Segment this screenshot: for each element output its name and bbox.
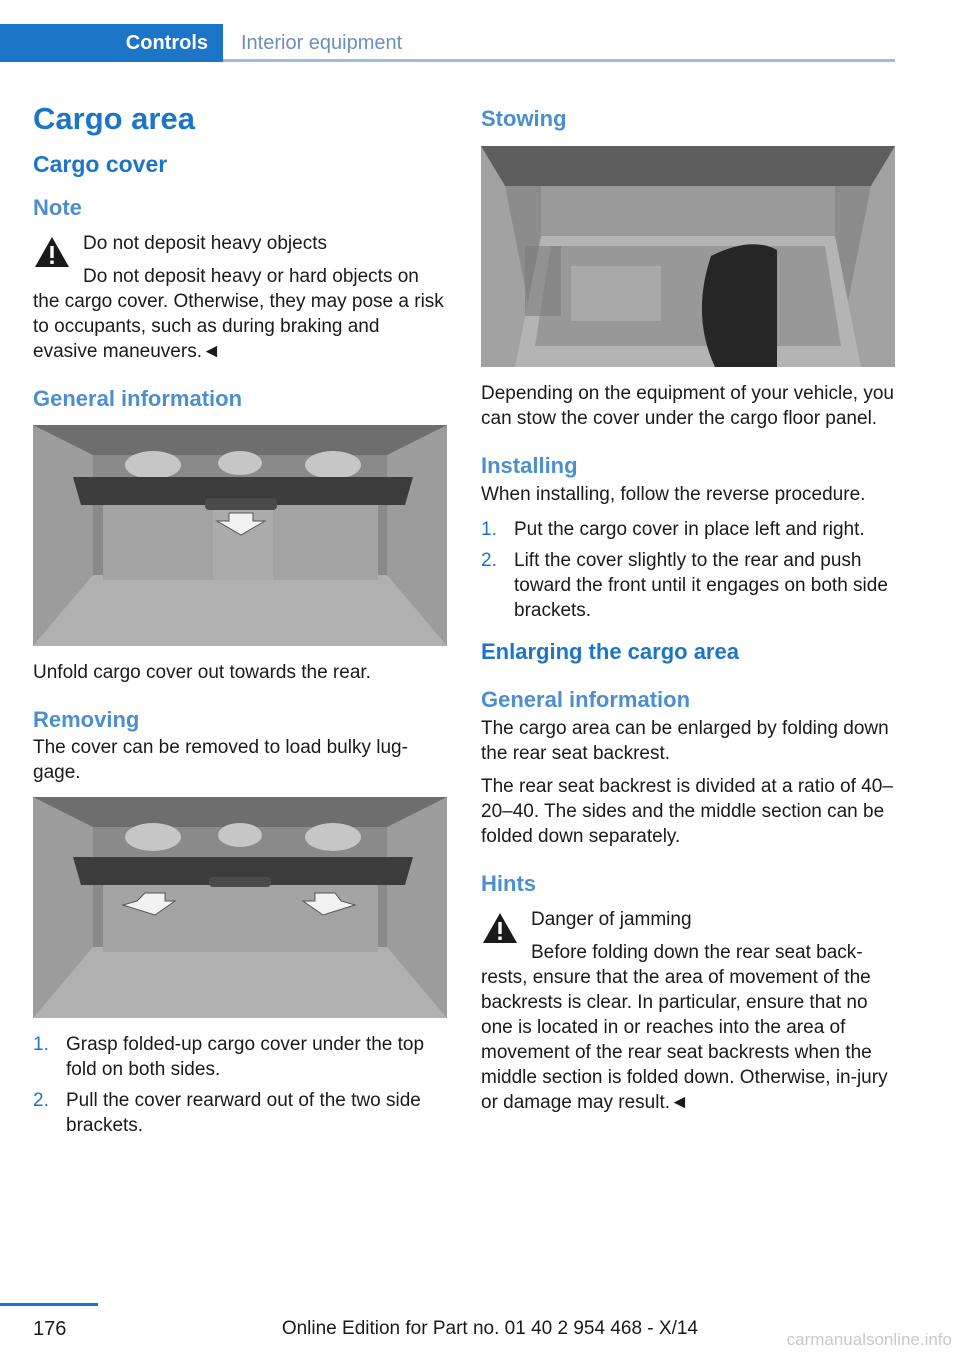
removing-text: The cover can be removed to load bulky lug-gage. (33, 736, 408, 783)
step-number: 2. (33, 1089, 49, 1111)
general-info-heading: General information (481, 687, 691, 713)
warning-title: Danger of jamming (531, 908, 692, 930)
general-text-1: The cargo area can be enlarged by folding down the rear seat backrest. (481, 717, 889, 764)
installing-heading: Installing (481, 453, 578, 479)
stowing-heading: Stowing (481, 106, 567, 131)
section-title: Cargo cover (33, 151, 168, 178)
unfold-caption: Unfold cargo cover out towards the rear. (33, 661, 371, 683)
warning-text: Before folding down the rear seat back-rests, ensure that the area of movement of the backrests is clear. In particular, ensure that no one is located in or reaches into the area of movement of the rear seat backrests when the middle section is folded down. Otherwise, in-jury or damage may result.◄ (481, 941, 888, 1113)
header-rule (223, 59, 895, 62)
section-tab: Controls (0, 24, 223, 62)
step-text: Put the cargo cover in place left and right. (514, 518, 865, 540)
step-number: 2. (481, 549, 497, 571)
cargo-cover-image (33, 425, 447, 646)
footer-rule (0, 1303, 98, 1306)
warning-block (481, 907, 895, 1115)
list-item (481, 548, 895, 623)
step-text: Pull the cover rearward out of the two side brackets. (66, 1089, 421, 1136)
warning-icon (33, 235, 71, 269)
step-text: Grasp folded-up cargo cover under the top fold on both sides. (66, 1033, 425, 1080)
page-title: Cargo area (33, 101, 195, 136)
list-item (481, 517, 895, 542)
warning-block (33, 231, 448, 364)
warning-icon (481, 911, 519, 945)
right-column (481, 100, 895, 1115)
stowing-text: Depending on the equipment of your vehicle, you can stow the cover under the cargo floor panel. (481, 383, 894, 430)
enlarging-heading: Enlarging the cargo area (481, 638, 739, 664)
step-number: 1. (481, 518, 497, 540)
left-column (33, 90, 448, 1144)
hints-heading: Hints (481, 870, 536, 896)
warning-title: Do not deposit heavy objects (83, 233, 327, 255)
step-number: 1. (33, 1033, 49, 1055)
installing-steps (481, 517, 895, 623)
stowing-image (481, 146, 895, 367)
list-item (33, 1088, 448, 1138)
general-info-heading: General information (33, 386, 243, 412)
page-header (0, 24, 895, 62)
warning-text: Do not deposit heavy or hard objects on the cargo cover. Otherwise, they may pose a risk to occupants, such as during braking and evasive maneuvers.◄ (33, 266, 444, 363)
edition-text: Online Edition for Part no. 01 40 2 954 468 - X/14 (281, 1318, 698, 1339)
stowing-illustration (481, 146, 895, 367)
removing-image (33, 797, 447, 1018)
removing-steps (33, 1032, 448, 1138)
page-number: 176 (33, 1318, 67, 1340)
step-text: Lift the cover slightly to the rear and push toward the front until it engages on both side brackets. (514, 549, 888, 621)
list-item (33, 1032, 448, 1082)
general-text-2: The rear seat backrest is divided at a ratio of 40–20–40. The sides and the middle section can be folded down separately. (481, 775, 893, 847)
watermark: carmanualsonline.info (786, 1330, 952, 1349)
installing-text: When installing, follow the reverse procedure. (481, 483, 866, 505)
removing-illustration (33, 797, 447, 1018)
cargo-cover-illustration (33, 425, 447, 646)
note-heading: Note (33, 194, 82, 220)
removing-heading: Removing (33, 706, 140, 732)
chapter-tab: Interior equipment (241, 32, 403, 54)
